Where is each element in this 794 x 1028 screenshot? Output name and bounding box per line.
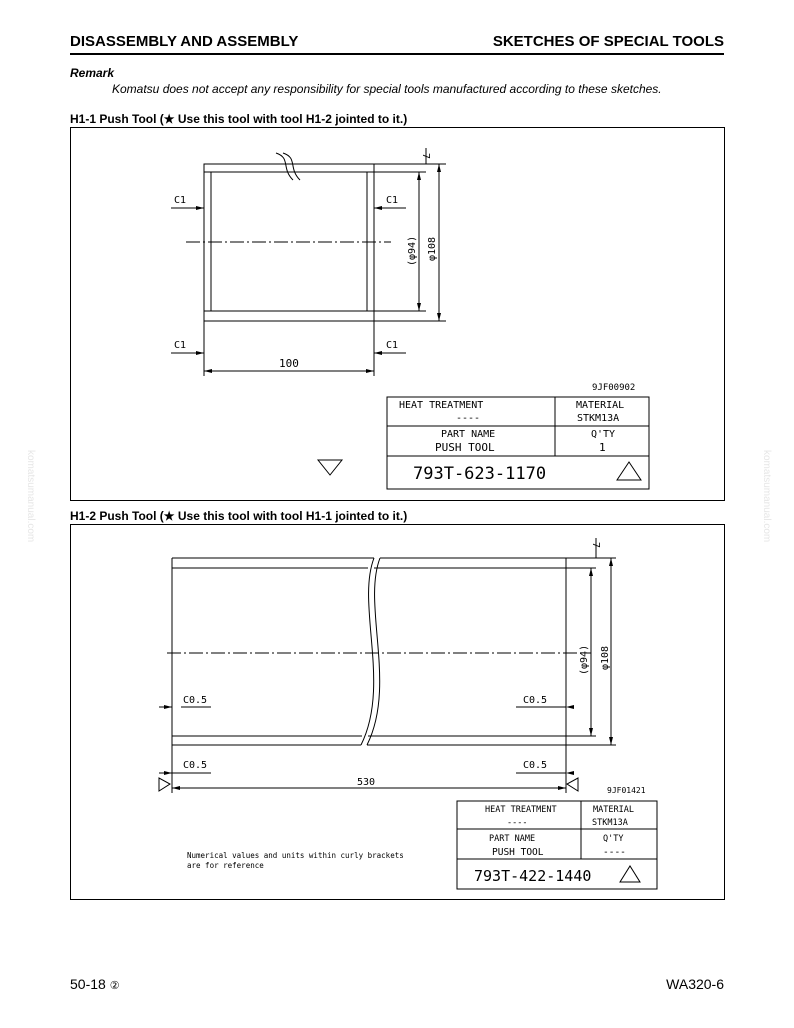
- tool1-qty-value: 1: [599, 441, 606, 454]
- tool2-length-label: 530: [357, 777, 376, 788]
- tool2-heat-treatment-label: HEAT TREATMENT: [485, 805, 557, 815]
- tool1-drawing-number: 9JF00902: [592, 383, 636, 393]
- tool2-c05-label: C0.5: [523, 695, 548, 706]
- tool2-revision-triangle: [620, 866, 640, 882]
- tool2-break-1: [361, 558, 374, 745]
- tool2-phi94-label: (φ94): [579, 644, 590, 675]
- tool2-c05-label: C0.5: [183, 695, 208, 706]
- tool2-note-line2: are for reference: [187, 861, 264, 870]
- tool1-length-label: 100: [279, 357, 299, 370]
- tool1-c1-label: C1: [386, 340, 399, 351]
- remark-text: Komatsu does not accept any responsibility for special tools manufactured according to these sketches.: [112, 82, 662, 96]
- tool1-heat-treatment-label: HEAT TREATMENT: [399, 400, 484, 411]
- page-header: [70, 33, 724, 55]
- watermark-left: komatsumanual.com: [25, 450, 36, 543]
- tool1-material-value: STKM13A: [577, 413, 620, 424]
- tool1-drawing: [71, 128, 724, 500]
- model-number: WA320-6: [666, 976, 724, 992]
- tool2-title: H1-2 Push Tool (★ Use this tool with tool H1-1 jointed to it.): [70, 509, 408, 523]
- tool1-drawing-frame: [70, 127, 725, 501]
- section-title: DISASSEMBLY AND ASSEMBLY: [70, 33, 299, 50]
- tool2-note-line1: Numerical values and units within curly brackets: [187, 851, 404, 860]
- tool1-material-label: MATERIAL: [576, 400, 625, 411]
- tool1-part-name-label: PART NAME: [441, 429, 496, 440]
- tool2-part-number: 793T-422-1440: [474, 867, 592, 885]
- tool1-phi94-label: (φ94): [407, 235, 418, 266]
- tool2-material-label: MATERIAL: [593, 805, 634, 815]
- tool1-c1-label: C1: [386, 195, 399, 206]
- tool2-part-name-label: PART NAME: [489, 834, 536, 844]
- tool1-title: H1-1 Push Tool (★ Use this tool with tool H1-2 jointed to it.): [70, 112, 408, 126]
- tool1-seven-label: 7: [420, 153, 431, 160]
- tool2-c05-label: C0.5: [183, 760, 208, 771]
- tool2-part-name-value: PUSH TOOL: [492, 847, 544, 858]
- tool1-c1-label: C1: [174, 340, 187, 351]
- tool1-heat-treatment-value: ----: [456, 413, 481, 424]
- tool2-finish-mark-left: [159, 778, 170, 791]
- tool2-seven-label: 7: [590, 542, 601, 549]
- tool1-part-number: 793T-623-1170: [413, 464, 547, 484]
- tool1-finish-mark: [318, 460, 342, 475]
- tool1-qty-label: Q'TY: [591, 429, 616, 440]
- tool2-qty-value: ----: [603, 847, 626, 858]
- tool2-c05-label: C0.5: [523, 760, 548, 771]
- tool2-drawing-number: 9JF01421: [607, 786, 646, 795]
- tool2-qty-label: Q'TY: [603, 834, 624, 844]
- page-number: [70, 976, 120, 992]
- tool2-material-value: STKM13A: [592, 818, 628, 828]
- tool2-phi108-label: φ108: [600, 645, 611, 670]
- tool1-c1-label: C1: [174, 195, 187, 206]
- watermark-right: komatsumanual.com: [761, 450, 772, 543]
- tool1-part-name-value: PUSH TOOL: [435, 441, 495, 454]
- tool2-finish-mark-right: [567, 778, 578, 791]
- tool2-drawing-frame: [70, 524, 725, 900]
- chapter-title: SKETCHES OF SPECIAL TOOLS: [492, 33, 724, 50]
- remark-title: Remark: [70, 66, 115, 80]
- tool1-revision-triangle: [617, 462, 641, 480]
- revision-mark: ②: [109, 980, 120, 992]
- page-number-text: 50-18: [70, 976, 106, 992]
- tool1-break-2: [283, 153, 300, 180]
- tool1-phi108-label: φ108: [427, 236, 438, 261]
- tool2-drawing: [71, 525, 724, 899]
- tool2-heat-treatment-value: ----: [507, 818, 528, 828]
